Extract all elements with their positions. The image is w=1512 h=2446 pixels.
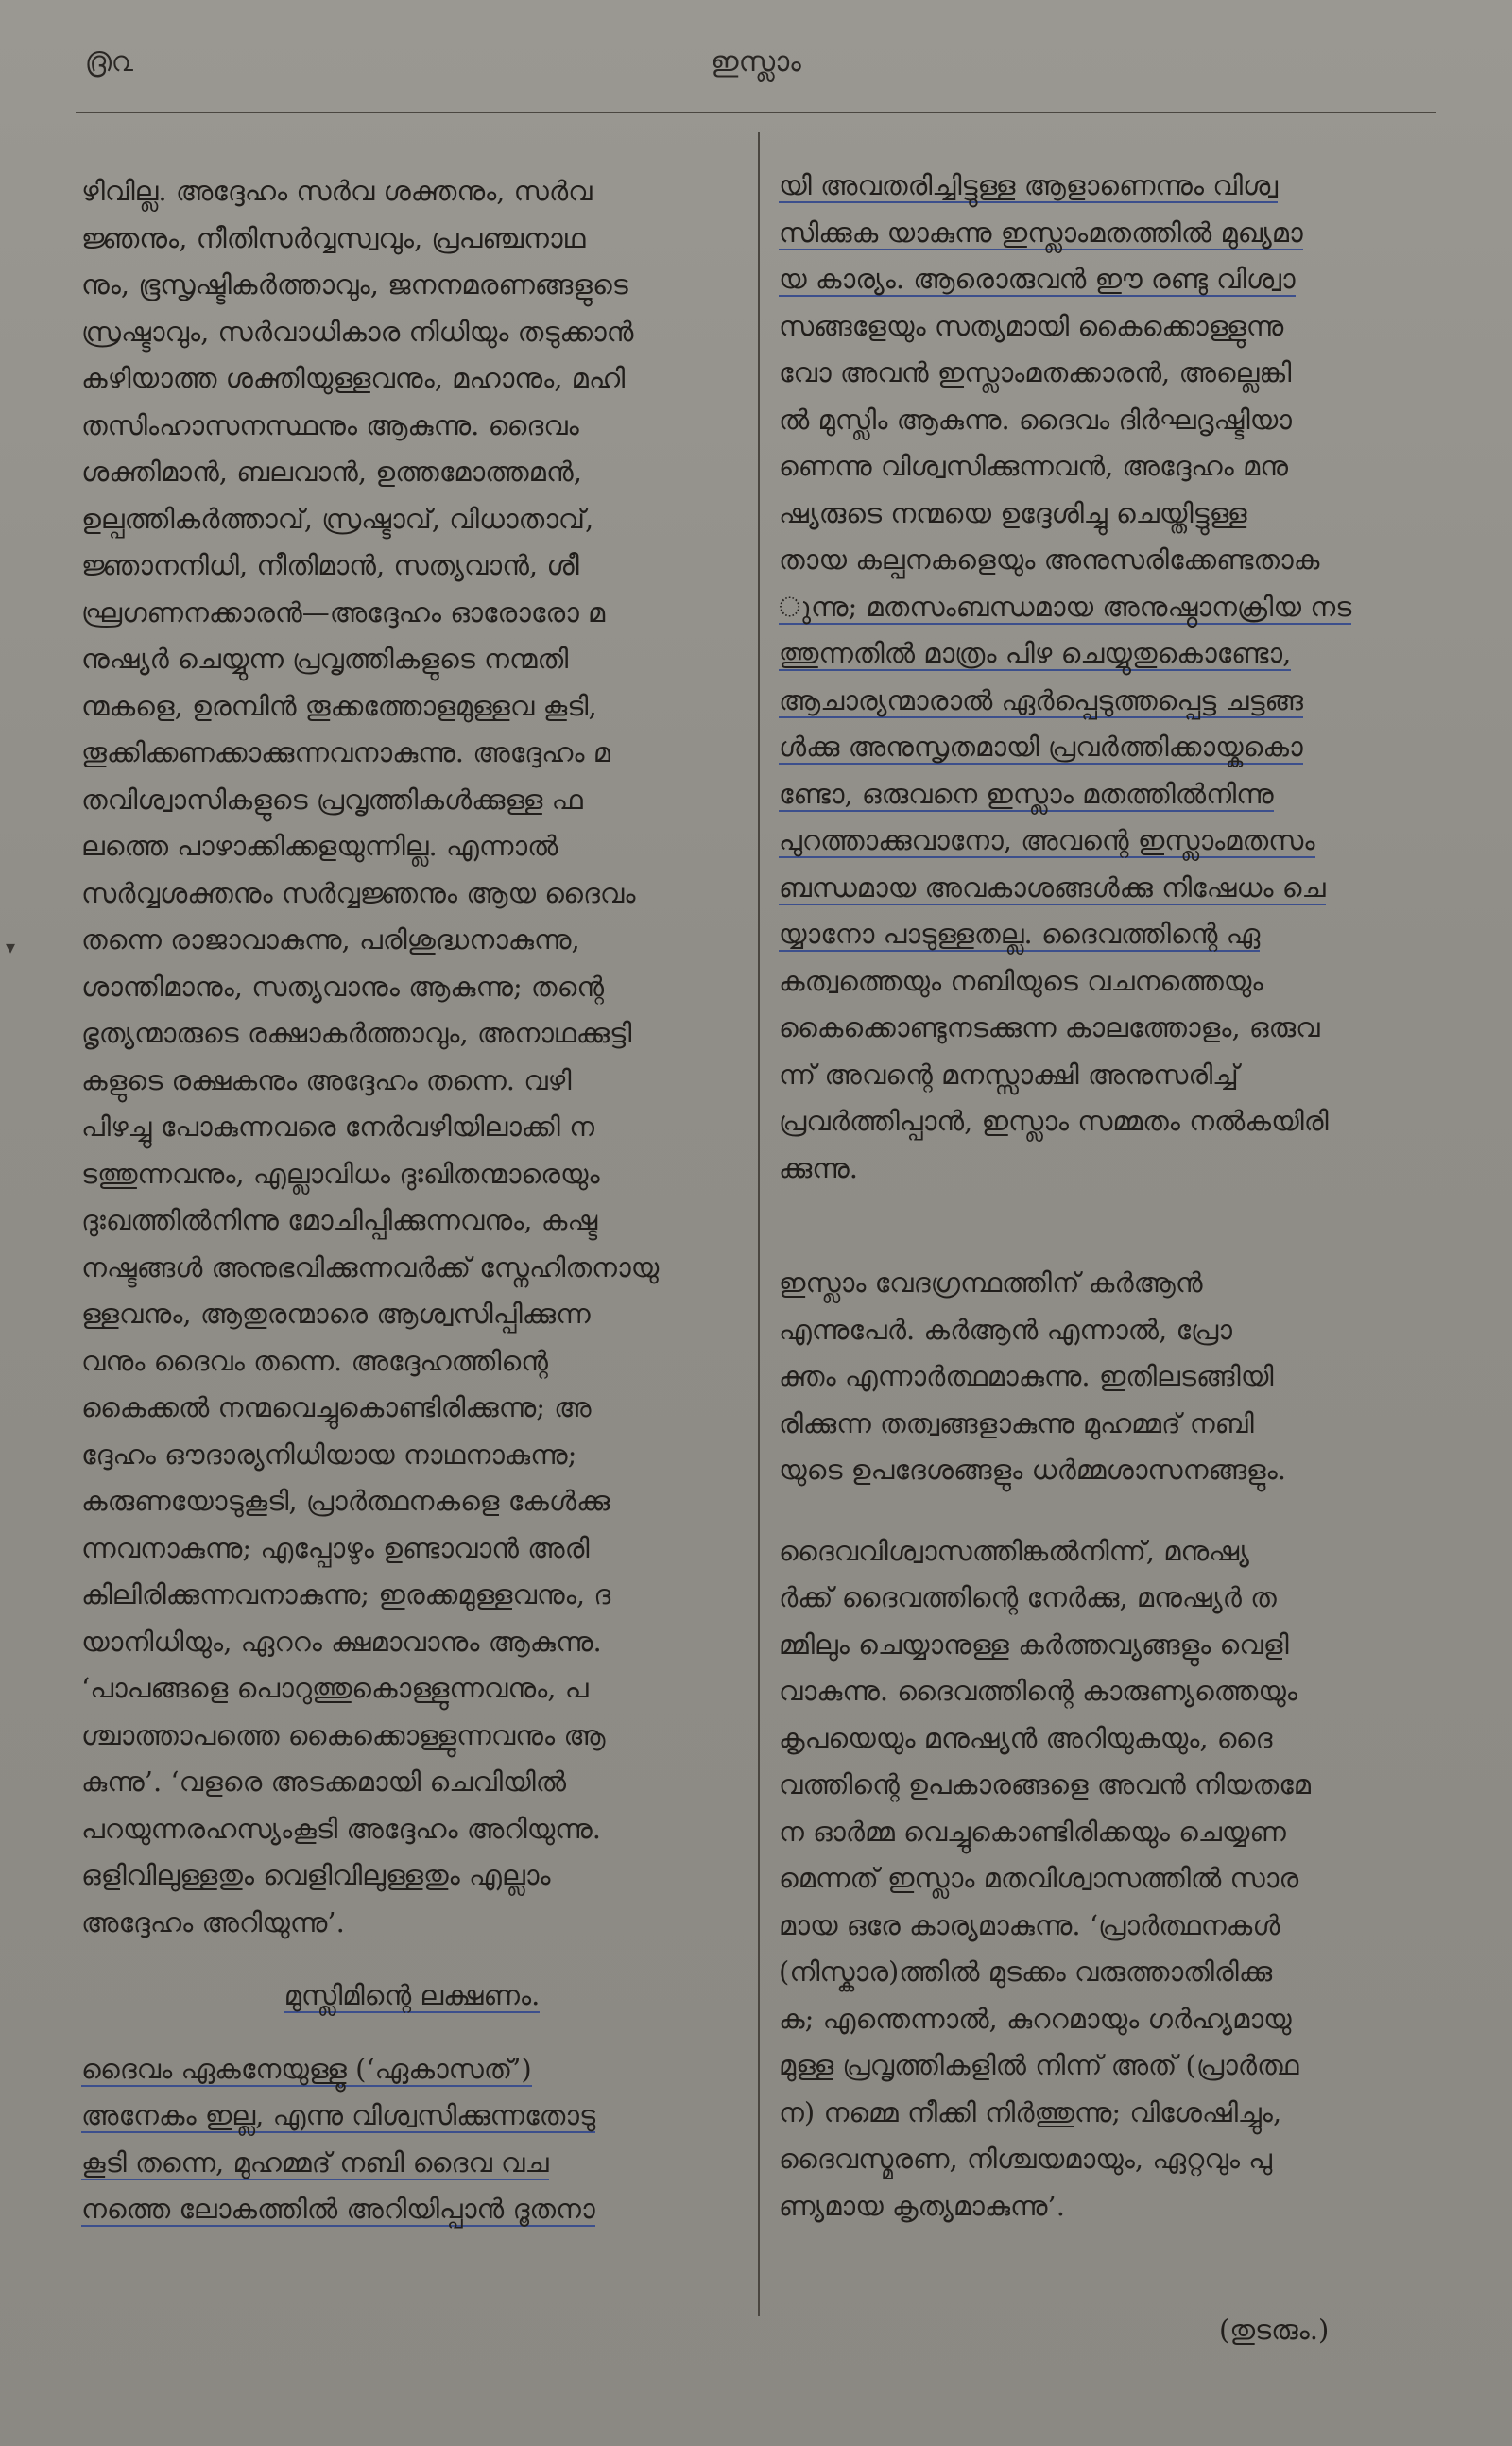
text-line: കളുടെ രക്ഷകനും അദ്ദേഹം തന്നെ. വഴി: [81, 1063, 572, 1096]
text-line: രിക്കുന്ന തത്വങ്ങളാകുന്നു മുഹമ്മദ് നബി: [779, 1406, 1254, 1439]
text-line: പറയുന്നരഹസ്യംകൂടി അദ്ദേഹം അറിയുന്നു.: [81, 1812, 602, 1845]
section-heading: മുസ്ലിമിന്റെ ലക്ഷണം.: [284, 1979, 541, 2011]
text-line: നഷ്ടങ്ങൾ അനുഭവിക്കുന്നവർക്ക് സ്നേഹിതനായു: [81, 1250, 660, 1283]
text-line: ത്തുന്നതിൽ മാത്രം പിഴ ചെയ്യുതുകൊണ്ടോ,: [779, 637, 1292, 669]
text-line: ഒളിവിലുള്ളതും വെളിവിലുള്ളതും എല്ലാം: [81, 1859, 551, 1891]
text-line: കിലിരിക്കുന്നവനാകുന്നു; ഇരക്കമുള്ളവനും, ദ: [81, 1578, 611, 1611]
text-line: വാകുന്നു. ദൈവത്തിന്റെ കാരുണ്യത്തെയും: [779, 1675, 1298, 1707]
text-line: യാനിധിയും, ഏററം ക്ഷമാവാനും ആകുന്നു.: [81, 1625, 602, 1658]
text-line: വനും ദൈവം തന്നെ. അദ്ദേഹത്തിന്റെ: [81, 1344, 548, 1377]
text-line: തൂക്കിക്കണക്കാക്കുന്നവനാകുന്നു. അദ്ദേഹം മ: [81, 736, 610, 768]
text-line: കഴിയാത്ത ശക്തിയുള്ളവനും, മഹാനും, മഹി: [81, 362, 626, 394]
text-line: ണ്യമായ കൃത്യമാകുന്നു’.: [779, 2189, 1065, 2222]
text-line: ഭൃത്യന്മാരുടെ രക്ഷാകർത്താവും, അനാഥക്കുട്ടി: [81, 1017, 632, 1049]
text-line: പ്രവർത്തിപ്പാൻ, ഇസ്ലാം സമ്മതം നൽകയിരി: [779, 1105, 1329, 1137]
text-line: നും, ഭൂസൃഷ്ടികർത്താവും, ജനനമരണങ്ങളുടെ: [81, 268, 628, 301]
text-line: കൈക്കൽ നന്മവെച്ചുകൊണ്ടിരിക്കുന്നു; അ: [81, 1391, 592, 1423]
text-line: മ്മിലും ചെയ്യാനുള്ള കർത്തവ്യങ്ങളും വെളി: [779, 1628, 1289, 1661]
text-line: ടത്തുന്നവനും, എല്ലാവിധം ദുഃഖിതന്മാരെയും: [81, 1157, 600, 1190]
text-line: തായ കല്പനകളെയും അനുസരിക്കേണ്ടതാക: [779, 543, 1320, 576]
text-line: ന്നവനാകുന്നു; എപ്പോഴും ഉണ്ടാവാൻ അരി: [81, 1531, 590, 1564]
text-line: ജ്ഞാനനിധി, നീതിമാൻ, സത്യവാൻ, ശീ: [81, 549, 579, 581]
right-paragraph-1: [779, 163, 1440, 1192]
text-line: പുറത്താക്കുവാനോ, അവന്റെ ഇസ്ലാംമതസം: [779, 824, 1315, 856]
text-line: ന ഓർമ്മ വെച്ചുകൊണ്ടിരിക്കയും ചെയ്യണ: [779, 1815, 1286, 1848]
text-line: ദുഃഖത്തിൽനിന്നു മോചിപ്പിക്കുന്നവനും, കഷ്ട: [81, 1204, 598, 1236]
text-line: കൈക്കൊണ്ടുനടക്കുന്ന കാലത്തോളം, ഒരുവ: [779, 1011, 1320, 1043]
text-line: കൂടി തന്നെ, മുഹമ്മദ് നബി ദൈവ വച: [81, 2145, 549, 2179]
text-line: ദൈവസ്മരണ, നിശ്ചയമായും, ഏറ്റവും പു: [779, 2143, 1272, 2175]
text-line: കുന്നു’. ‘വളരെ അടക്കമായി ചെവിയിൽ: [81, 1766, 567, 1798]
text-line: നത്തെ ലോകത്തിൽ അറിയിപ്പാൻ ദൂതനാ: [81, 2193, 595, 2225]
text-line: ദ്ദേഹം ഔദാര്യനിധിയായ നാഥനാകുന്നു;: [81, 1438, 577, 1471]
text-line: തന്നെ രാജാവാകുന്നു, പരിശുദ്ധനാകുന്നു,: [81, 923, 580, 956]
text-line: തസിംഹാസനസ്ഥനും ആകുന്നു. ദൈവം: [81, 408, 579, 441]
text-line: ന്ന് അവന്റെ മനസ്സാക്ഷി അനുസരിച്ച്: [779, 1058, 1239, 1091]
text-line: ഘ്രഗണനക്കാരൻ—അദ്ദേഹം ഓരോരോ മ: [81, 595, 606, 629]
text-line: യി അവതരിച്ചിട്ടുള്ള ആളാണെന്നും വിശ്വ: [779, 169, 1279, 201]
text-line: നുഷ്യർ ചെയ്യുന്ന പ്രവൃത്തികളുടെ നന്മതി: [81, 643, 569, 675]
text-line: അദ്ദേഹം അറിയുന്നു’.: [81, 1905, 345, 1938]
text-line: തവിശ്വാസികളുടെ പ്രവൃത്തികൾക്കുള്ള ഫ: [81, 783, 583, 816]
text-line: എന്നുപേർ. കർആൻ എന്നാൽ, പ്രോ: [779, 1313, 1232, 1346]
text-line: ശ്ചാത്താപത്തെ കൈക്കൊള്ളുന്നവനും ആ: [81, 1718, 606, 1751]
text-line: ദൈവവിശ്വാസത്തിങ്കൽനിന്ന്, മനുഷ്യ: [779, 1534, 1249, 1567]
text-line: യ കാര്യം. ആരൊരുവൻ ഈ രണ്ടു വിശ്വാ: [779, 263, 1296, 295]
text-line: ുന്നു; മതസംബന്ധമായ അനുഷ്ഠാനക്രിയ നട: [779, 590, 1352, 623]
text-line: സർവ്വശക്തനും സർവ്വജ്ഞനും ആയ ദൈവം: [81, 876, 636, 909]
text-line: ‘പാപങ്ങളെ പൊറുത്തുകൊള്ളുന്നവനും, പ: [81, 1672, 589, 1704]
text-line: കരുണയോടുകൂടി, പ്രാർത്ഥനകളെ കേൾക്കു: [81, 1485, 610, 1517]
text-line: ന) നമ്മെ നീക്കി നിർത്തുന്നു; വിശേഷിച്ചും,: [779, 2095, 1282, 2128]
text-line: ൾക്കു അനുസൃതമായി പ്രവർത്തിക്കായ്കകൊ: [779, 731, 1303, 763]
text-line: ദൈവം ഏകനേയുള്ളൂ (‘ഏകാസത്’): [81, 2052, 532, 2085]
text-line: ണ്ടോ, ഒരുവനെ ഇസ്ലാം മതത്തിൽനിന്നു: [779, 777, 1274, 810]
text-line: പിഴച്ചു പോകുന്നവരെ നേർവഴിയിലാക്കി ന: [81, 1111, 594, 1143]
text-line: ശക്തിമാൻ, ബലവാൻ, ഉത്തമോത്തമൻ,: [81, 456, 582, 488]
margin-mark: ▾: [6, 936, 16, 958]
text-line: വോ അവൻ ഇസ്ലാംമതക്കാരൻ, അല്ലെങ്കി: [779, 356, 1292, 388]
text-line: ജ്ഞനും, നീതിസർവ്വസ്വവും, പ്രപഞ്ചനാഥ: [81, 221, 586, 254]
text-line: സങ്ങളേയും സത്യമായി കൈക്കൊള്ളുന്നു: [779, 309, 1284, 342]
text-line: ർക്ക് ദൈവത്തിന്റെ നേർക്കു, മനുഷ്യർ ത: [779, 1581, 1277, 1613]
text-line: ഴിവില്ല. അദ്ദേഹം സർവ ശക്തനും, സർവ: [81, 175, 593, 207]
text-line: അനേകം ഇല്ല, എന്നു വിശ്വസിക്കുന്നതോടു: [81, 2099, 596, 2131]
running-title: ഇസ്ലാം: [711, 45, 801, 78]
header-rule: [76, 112, 1436, 113]
text-line: ബന്ധമായ അവകാശങ്ങൾക്കു നിഷേധം ചെ: [779, 870, 1326, 904]
text-line: സ്രഷ്ടാവും, സർവാധികാര നിധിയും തടുക്കാൻ: [81, 315, 634, 348]
left-paragraph-2: [81, 2046, 743, 2233]
left-column: [81, 168, 743, 2233]
text-line: (നിസ്കാര)ത്തിൽ മുടക്കം വരുത്താതിരിക്കു: [779, 1955, 1273, 1988]
running-head: [76, 45, 1436, 83]
column-divider: [758, 132, 760, 2316]
page-number: ൫൨: [85, 45, 133, 78]
text-line: യ്യാനോ പാടുള്ളതല്ല. ദൈവത്തിന്റെ ഏ: [779, 918, 1261, 950]
text-line: ക; എന്തെന്നാൽ, കുററമായും ഗർഹ്യമായു: [779, 2002, 1292, 2035]
text-line: സിക്കുക യാകുന്നു ഇസ്ലാംമതത്തിൽ മുഖ്യമാ: [779, 215, 1303, 249]
text-line: ണെന്നു വിശ്വസിക്കുന്നവൻ, അദ്ദേഹം മനു: [779, 450, 1289, 482]
text-line: ക്കുന്നു.: [779, 1151, 859, 1184]
continued-note: (തുടരും.): [1219, 2314, 1330, 2346]
text-line: യുടെ ഉപദേശങ്ങളും ധർമ്മശാസനങ്ങളും.: [779, 1454, 1287, 1486]
text-line: മെന്നത് ഇസ്ലാം മതവിശ്വാസത്തിൽ സാര: [779, 1862, 1299, 1894]
text-line: ക്തം എന്നാർത്ഥമാകുന്നു. ഇതിലടങ്ങിയി: [779, 1360, 1274, 1392]
text-line: മായ ഒരേ കാര്യമാകുന്നു. ‘പ്രാർത്ഥനകൾ: [779, 1908, 1280, 1941]
text-line: ലത്തെ പാഴാക്കിക്കളയുന്നില്ല. എന്നാൽ: [81, 830, 558, 862]
left-paragraph-1: [81, 168, 743, 1946]
text-line: ഷ്യരുടെ നന്മയെ ഉദ്ദേശിച്ചു ചെയ്തിട്ടുള്ള: [779, 496, 1247, 529]
text-line: ന്മകളെ, ഉരമ്പിൻ തൂക്കത്തോളമുള്ളവ കൂടി,: [81, 689, 597, 722]
text-line: ശാന്തിമാനും, സത്യവാനും ആകുന്നു; തന്റെ: [81, 970, 605, 1003]
text-line: ൽ മുസ്ലിം ആകുന്നു. ദൈവം ദിർഘദൃഷ്ടിയാ: [779, 403, 1292, 436]
text-line: ഉല്പത്തികർത്താവ്, സ്രഷ്ടാവ്, വിധാതാവ്,: [81, 502, 594, 535]
text-line: കൃപയെയും മനുഷ്യൻ അറിയുകയും, ദൈ: [779, 1721, 1273, 1754]
text-line: ഇസ്ലാം വേദഗ്രന്ഥത്തിന് കർആൻ: [779, 1266, 1203, 1299]
right-paragraph-2: [779, 1260, 1440, 1494]
text-line: മുള്ള പ്രവൃത്തികളിൽ നിന്ന് അത് (പ്രാർത്ഥ: [779, 2049, 1299, 2081]
text-line: വത്തിന്റെ ഉപകാരങ്ങളെ അവൻ നിയതമേ: [779, 1768, 1311, 1800]
right-paragraph-3: [779, 1528, 1440, 2231]
text-line: ള്ളവനും, ആതുരന്മാരെ ആശ്വസിപ്പിക്കുന്ന: [81, 1298, 591, 1330]
text-line: ആചാര്യന്മാരാൽ ഏർപ്പെടുത്തപ്പെട്ട ചട്ടങ്ങ: [779, 683, 1303, 716]
right-column: [779, 163, 1440, 2230]
text-line: കത്വത്തെയും നബിയുടെ വചനത്തെയും: [779, 964, 1263, 997]
